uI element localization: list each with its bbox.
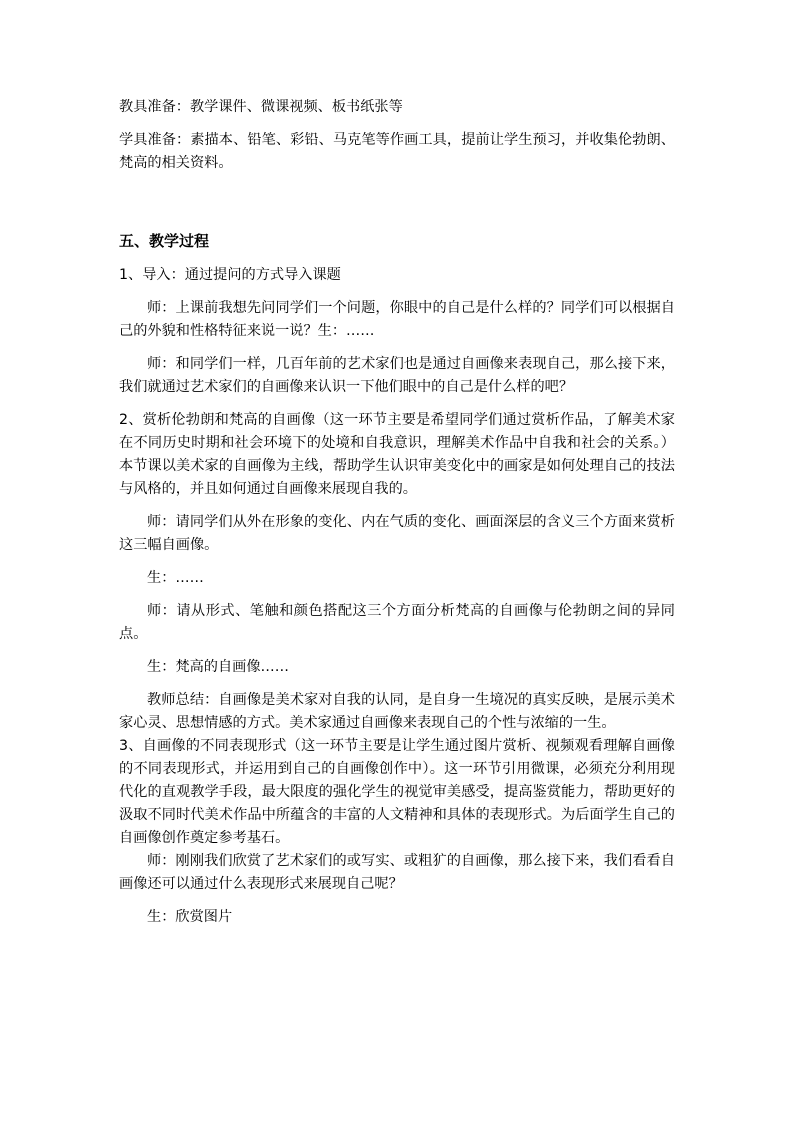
paragraph-teacher-instruction: 师：请同学们从外在形象的变化、内在气质的变化、画面深层的含义三个方面来赏析这三幅自画像。	[119, 514, 675, 553]
teacher-tools-line: 教具准备：教学课件、微课视频、板书纸张等	[119, 99, 403, 115]
paragraph-appreciation-step: 2、赏析伦勃朗和梵高的自画像（这一环节主要是希望同学们通过赏析作品，了解美术家在不同历史时期和社会环境下的处境和自我意识，理解美术作品中自我和社会的关系。）本节课以美术家的自画像为主线，帮助学生认识审美变化中的画家是如何处理自己的技法与风格的，并且如何通过自画像来展现自我的。	[119, 412, 675, 497]
paragraph-teacher-transition: 师：和同学们一样，几百年前的艺术家们也是通过自画像来表现自己，那么接下来，我们就通过艺术家们的自画像来认识一下他们眼中的自己是什么样的吧？	[119, 356, 675, 395]
student-tools-line: 学具准备：素描本、铅笔、彩铅、马克笔等作画工具，提前让学生预习，并收集伦勃朗、梵高的相关资料。	[119, 132, 675, 171]
paragraph-teacher-summary: 教师总结：自画像是美术家对自我的认同，是自身一生境况的真实反映，是展示美术家心灵、思想情感的方式。美术家通过自画像来表现自己的个性与浓缩的一生。	[119, 692, 675, 731]
section-heading: 五、教学过程	[119, 232, 210, 250]
document-body	[119, 96, 675, 929]
paragraph-student-reply: 生：……	[147, 570, 204, 586]
paragraph-teacher-forms-question: 师：刚刚我们欣赏了艺术家们的或写实、或粗犷的自画像，那么接下来，我们看看自画像还可以通过什么表现形式来展现自己呢？	[119, 853, 675, 892]
paragraph-intro-step: 1、导入：通过提问的方式导入课题	[119, 267, 341, 283]
paragraph-forms-step: 3、自画像的不同表现形式（这一环节主要是让学生通过图片赏析、视频观看理解自画像的不同表现形式，并运用到自己的自画像创作中）。这一环节引用微课，必须充分利用现代化的直观教学手段，最大限度的强化学生的视觉审美感受，提高鉴赏能力，帮助更好的汲取不同时代美术作品中所蕴含的丰富的人文精神和具体的表现形式。为后面学生自己的自画像创作奠定参考基石。	[119, 738, 675, 846]
paragraph-student-vangogh: 生：梵高的自画像……	[147, 659, 289, 675]
paragraph-teacher-question: 师：上课前我想先问同学们一个问题，你眼中的自己是什么样的？同学们可以根据自己的外貌和性格特征来说一说？生：……	[119, 300, 675, 339]
paragraph-teacher-comparison: 师：请从形式、笔触和颜色搭配这三个方面分析梵高的自画像与伦勃朗之间的异同点。	[119, 603, 675, 642]
paragraph-student-view-images: 生：欣赏图片	[147, 909, 233, 925]
